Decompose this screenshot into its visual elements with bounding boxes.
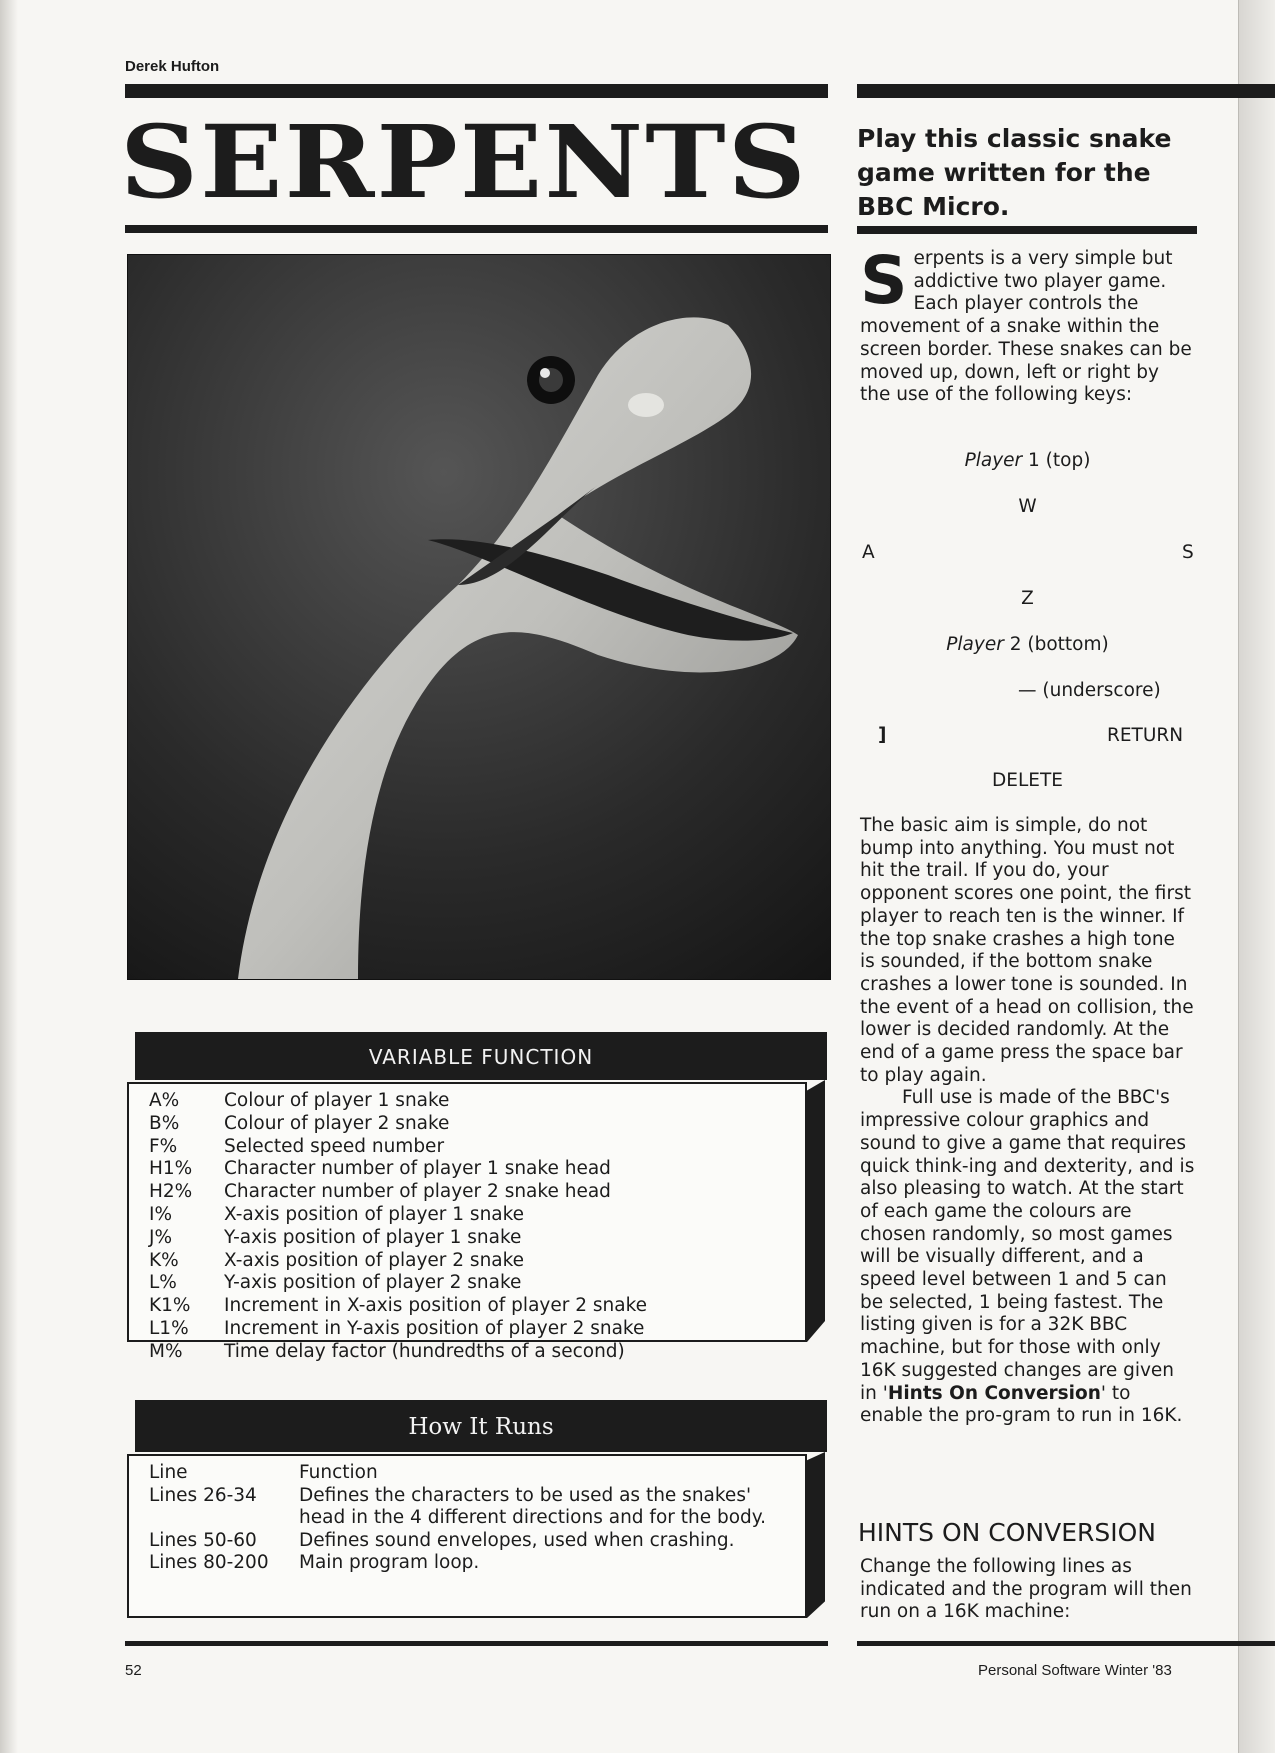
author-byline: Derek Hufton [125, 58, 220, 75]
variable-row: K1% Increment in X-axis position of player 2 snake [149, 1295, 648, 1317]
variable-box-body [127, 1082, 807, 1362]
player1-label: Player 1 (top) [964, 450, 1091, 471]
page-binding-shadow [0, 0, 18, 1753]
key-p1-right: S [1182, 542, 1194, 563]
title-rule [125, 225, 828, 233]
standfirst-rule [857, 226, 1197, 234]
header-rule-right [857, 84, 1275, 98]
how-it-runs-box [127, 1400, 827, 1620]
variable-row: L1% Increment in Y-axis position of player 2 snake [149, 1317, 645, 1339]
variable-row: B% Colour of player 2 snake [149, 1112, 450, 1134]
variable-row: K% X-axis position of player 2 snake [149, 1249, 525, 1271]
variable-row: L% Y-axis position of player 2 snake [149, 1272, 522, 1294]
hints-heading: HINTS ON CONVERSION [858, 1518, 1157, 1547]
runs-box-depth-edge [807, 1452, 825, 1618]
key-p2-up: — (underscore) [1018, 680, 1161, 701]
key-p1-down: Z [1021, 588, 1034, 609]
publication-footer: Personal Software Winter '83 [978, 1662, 1172, 1679]
snake-illustration [128, 255, 830, 979]
runs-table-row: Lines 50-60 Defines sound envelopes, used when crashing. [149, 1529, 735, 1551]
page-title: SERPENTS [120, 103, 808, 221]
runs-table-row: Lines 80-200 Main program loop. [149, 1552, 480, 1573]
variable-box-depth-edge [807, 1080, 825, 1342]
runs-box-body [127, 1454, 807, 1618]
variable-row: H1% Character number of player 1 snake head [149, 1158, 611, 1180]
variable-row: M% Time delay factor (hundredths of a second) [149, 1340, 625, 1362]
key-p2-right: RETURN [1107, 725, 1184, 746]
body-paragraph-2: Full use is made of the BBC's impressive colour graphics and sound to give a game that requires quick think-ing and dexterity, and is also pleasing to watch. At the start of each game the colours are chosen randomly, so most games will be visually different, and a speed level between 1 and 5 can be selected, 1 being fastest. The listing given is for a 32K BBC machine, but for those with only 16K suggested changes are given in 'Hints On Conversion' to enable the pro-gram to run in 16K. [860, 1087, 1195, 1427]
key-p2-down: DELETE [992, 770, 1063, 791]
body-text [860, 815, 1195, 1428]
runs-table-header: Line Function [149, 1462, 378, 1483]
key-p1-left: A [862, 542, 875, 563]
variable-row: F% Selected speed number [149, 1135, 445, 1157]
header-rule-left [125, 84, 828, 98]
intro-paragraph: Serpents is a very simple but addictive two player game. Each player controls the movement of a snake within the screen border. These snakes can be moved up, down, left or right by the use of the following keys: [860, 242, 1192, 406]
standfirst: Play this classic snake game written for the BBC Micro. [857, 124, 1172, 221]
variable-box-header: VARIABLE FUNCTION [135, 1032, 827, 1080]
key-p1-up: W [1018, 496, 1037, 517]
facing-page-edge [1238, 0, 1275, 1753]
variable-row: A% Colour of player 1 snake [149, 1090, 450, 1111]
variable-row: J% Y-axis position of player 1 snake [149, 1226, 522, 1248]
footer-rule-left [125, 1641, 828, 1646]
snake-photo [127, 254, 831, 980]
key-p2-left: ] [878, 725, 887, 746]
page-number: 52 [125, 1662, 142, 1679]
variable-function-box [127, 1032, 827, 1378]
runs-box-header: How It Runs [135, 1400, 827, 1452]
variable-row: I% X-axis position of player 1 snake [149, 1203, 525, 1225]
drop-cap: S [860, 242, 908, 319]
body-paragraph-1: The basic aim is simple, do not bump into anything. You must not hit the trail. If you do, your opponent scores one point, the first player to reach ten is the winner. If the top snake crashes a high tone is sounded, if the bottom snake crashes a lower tone is sounded. In the event of a head on collision, the lower is decided randomly. At the end of a game press the space bar to play again. [860, 815, 1194, 1086]
runs-table-row: Lines 26-34 Defines the characters to be used as the snakes' head in the 4 different directions and for the body. [149, 1484, 766, 1528]
footer-rule-right [857, 1641, 1275, 1646]
variable-row: H2% Character number of player 2 snake head [149, 1181, 611, 1203]
hints-paragraph: Change the following lines as indicated and the program will then run on a 16K machine: [860, 1556, 1192, 1623]
player2-label: Player 2 (bottom) [946, 634, 1109, 655]
